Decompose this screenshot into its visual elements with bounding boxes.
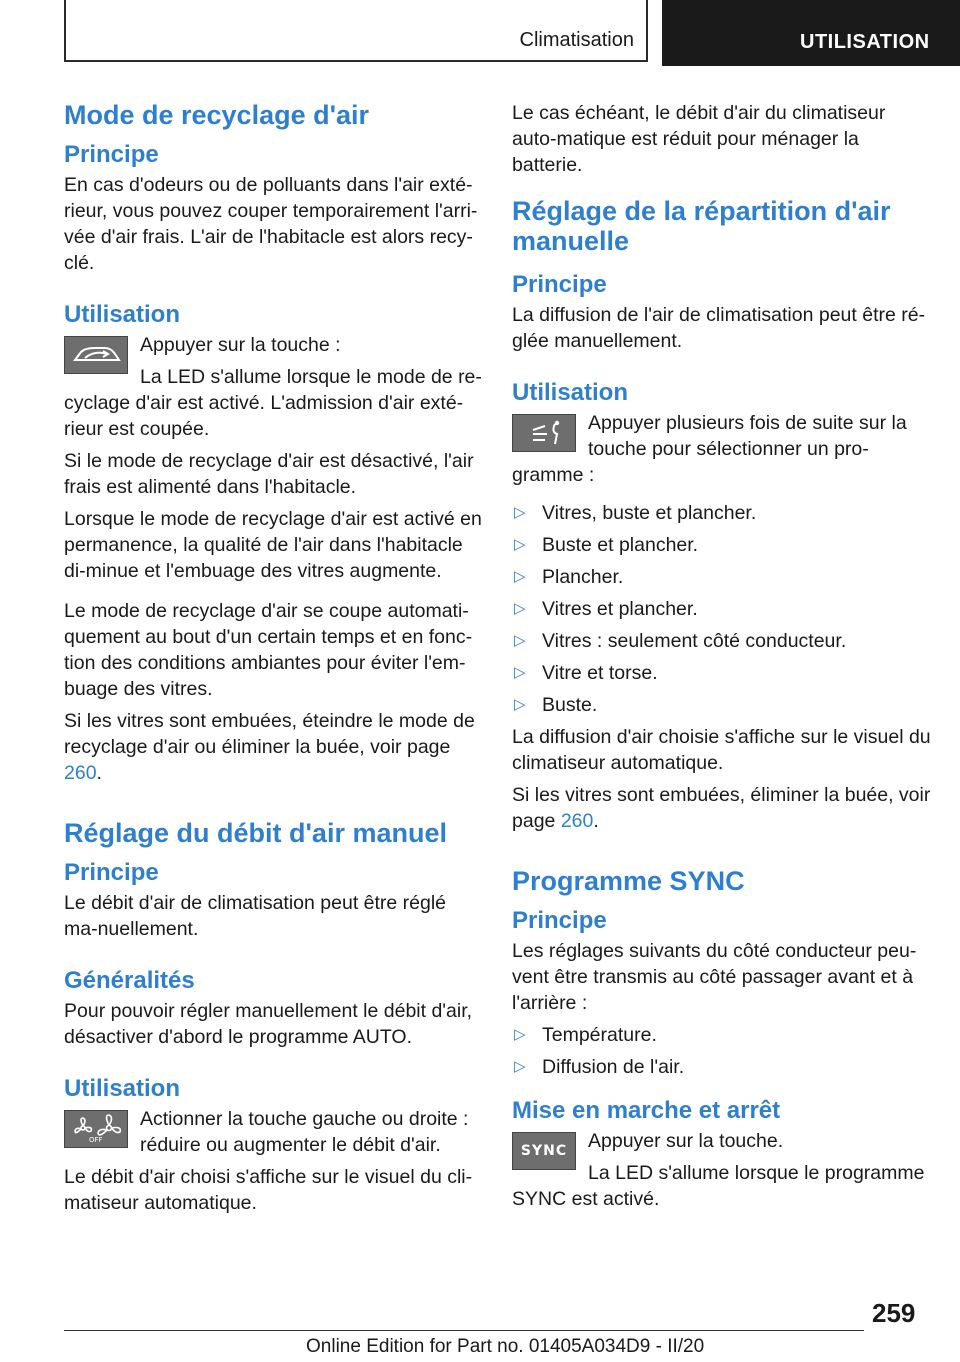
recirc-button-row (64, 332, 482, 448)
fan-icon (67, 1114, 125, 1144)
recirc-fog-text: Si les vitres sont embuées, éteindre le mode de recyclage d'air ou éliminer la buée, voir page 260. (64, 710, 475, 784)
triangle-bullet-icon: ▷ (514, 632, 526, 649)
triangle-bullet-icon: ▷ (514, 1026, 526, 1043)
distribution-title: Réglage de la répartition d'air manuelle (512, 196, 891, 256)
list-item: ▷ Vitres et plancher. (514, 598, 698, 620)
air-distribution-icon (515, 418, 573, 448)
fan-button-icon (64, 1110, 128, 1148)
airflow-principe-title: Principe (64, 859, 159, 886)
page-number: 259 (872, 1298, 916, 1328)
triangle-bullet-icon: ▷ (514, 1058, 526, 1075)
recirc-deact-text: Si le mode de recyclage d'air est désactivé, l'air frais est alimenté dans l'habitacle. (64, 450, 474, 498)
triangle-bullet-icon: ▷ (514, 568, 526, 585)
sync-item-list (512, 1022, 932, 1080)
triangle-bullet-icon: ▷ (514, 504, 526, 521)
distribution-principe-title: Principe (512, 271, 607, 298)
distribution-fog-text: Si les vitres sont embuées, éliminer la buée, voir page 260. (512, 784, 931, 832)
list-item: ▷ Buste et plancher. (514, 534, 699, 556)
airflow-general-text: Pour pouvoir régler manuellement le débit d'air, désactiver d'abord le programme AUTO. (64, 1000, 473, 1048)
list-item: ▷ Vitres : seulement côté conducteur. (514, 630, 847, 652)
distribution-utilisation-title: Utilisation (512, 379, 629, 406)
triangle-bullet-icon: ▷ (514, 664, 526, 681)
sync-button-label: SYNC (520, 1143, 568, 1159)
sync-principe-title: Principe (512, 907, 607, 934)
sync-button-icon (512, 1132, 576, 1170)
list-item: ▷ Diffusion de l'air. (514, 1056, 685, 1078)
recirc-perm-text: Lorsque le mode de recyclage d'air est activé en permanence, la qualité de l'air dans l'habitacle di-minue et l'embuage des vitres augmente. (64, 508, 482, 582)
recirc-page-link[interactable]: 260 (64, 762, 97, 784)
car-recirculation-icon (67, 340, 125, 370)
battery-intro-text: Le cas échéant, le débit d'air du climatiseur auto-matique est réduit pour ménager la batterie. (512, 102, 886, 176)
distribution-program-list (512, 500, 932, 718)
recirc-utilisation-title: Utilisation (64, 301, 181, 328)
list-item: ▷ Buste. (514, 694, 598, 716)
footer-divider (64, 1330, 864, 1331)
sync-led-text: La LED s'allume lorsque le programme SYNC est activé. (512, 1162, 925, 1210)
list-item: ▷ Vitre et torse. (514, 662, 658, 684)
recirc-led-text: La LED s'allume lorsque le mode de re-cyclage d'air est activé. L'admission d'air exté-rieur est coupée. (64, 366, 482, 440)
airflow-display-text: Le débit d'air choisi s'affiche sur le visuel du cli-matiseur automatique. (64, 1166, 473, 1214)
recirc-press-text: Appuyer sur la touche : (140, 334, 341, 356)
distribution-press-text: Appuyer plusieurs fois de suite sur la touche pour sélectionner un pro-gramme : (512, 412, 907, 486)
distribution-page-link[interactable]: 260 (560, 810, 594, 832)
distribution-button-icon (512, 414, 576, 452)
distribution-principe-text: La diffusion de l'air de climatisation peut être ré-glée manuellement. (512, 304, 926, 352)
distribution-display-text: La diffusion d'air choisie s'affiche sur le visuel du climatiseur automatique. (512, 726, 931, 774)
list-item: ▷ Vitres, buste et plancher. (514, 502, 757, 524)
sync-button-row (512, 1128, 932, 1218)
recirc-auto-text: Le mode de recyclage d'air se coupe automati-quement au bout d'un certain temps et en fonc-tion des conditions ambiantes pour éviter l'em-buage des vitres. (64, 600, 473, 700)
triangle-bullet-icon: ▷ (514, 600, 526, 617)
sync-principe-text: Les réglages suivants du côté conducteur peu-vent être transmis au côté passager avant et à l'arrière : (512, 940, 917, 1014)
list-item: ▷ Plancher. (514, 566, 624, 588)
airflow-title: Réglage du débit d'air manuel (64, 818, 447, 848)
recirc-title: Mode de recyclage d'air (64, 100, 370, 130)
airflow-utilisation-title: Utilisation (64, 1075, 181, 1102)
sync-title: Programme SYNC (512, 866, 745, 896)
airflow-principe-text: Le débit d'air de climatisation peut être réglé ma-nuellement. (64, 892, 447, 940)
footer-edition: Online Edition for Part no. 01405A034D9 - II/20 (306, 1336, 705, 1357)
svg-text:OFF: OFF (89, 1136, 103, 1144)
distribution-button-row (512, 410, 932, 494)
list-item: ▷ Température. (514, 1024, 657, 1046)
recirc-button-icon (64, 336, 128, 374)
sync-press-text: Appuyer sur la touche. (588, 1130, 784, 1152)
triangle-bullet-icon: ▷ (514, 696, 526, 713)
recirc-principe-text: En cas d'odeurs ou de polluants dans l'air exté-rieur, vous pouvez couper temporairement l'arri-vée d'air frais. L'air de l'habitacle est alors recy-clé. (64, 174, 478, 274)
left-column (64, 100, 482, 1222)
recirc-principe-title: Principe (64, 141, 159, 168)
header-chapter-block (662, 0, 960, 66)
header-section-title: Climatisation (519, 29, 634, 51)
right-column (512, 100, 932, 1218)
header-chapter-title: UTILISATION (800, 31, 930, 53)
triangle-bullet-icon: ▷ (514, 536, 526, 553)
airflow-general-title: Généralités (64, 967, 195, 994)
sync-onoff-title: Mise en marche et arrêt (512, 1097, 781, 1124)
airflow-button-row (64, 1106, 482, 1164)
airflow-press-text: Actionner la touche gauche ou droite : réduire ou augmenter le débit d'air. (140, 1108, 469, 1156)
